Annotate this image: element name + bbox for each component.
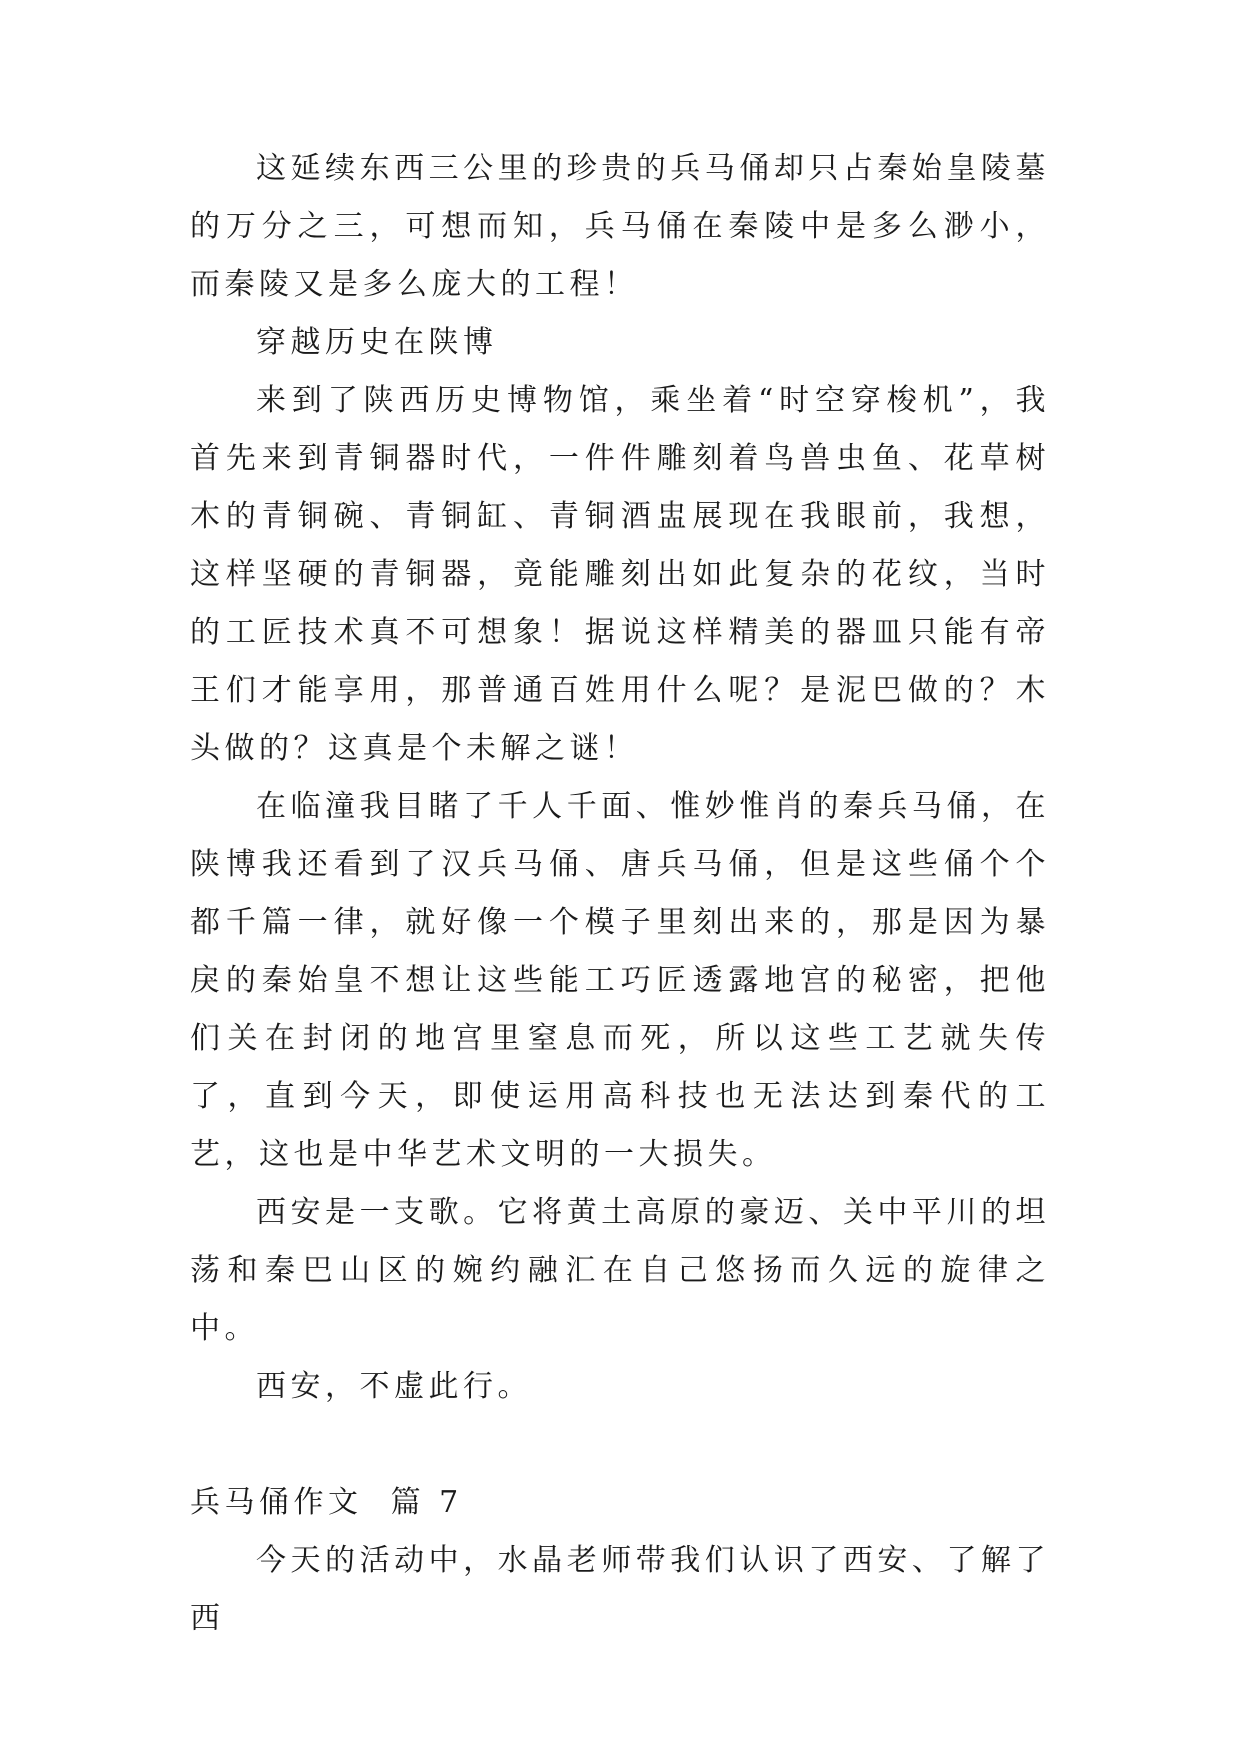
- subheading-shaanxi-museum: 穿越历史在陕博: [256, 325, 498, 360]
- document-body: [190, 140, 1050, 1648]
- paragraph-tomb-scale: 这延续东西三公里的珍贵的兵马俑却只占秦始皇陵墓的万分之三，可想而知，兵马俑在秦陵中是多么渺小，而秦陵又是多么庞大的工程！: [190, 151, 1050, 302]
- paragraph-closing: 西安，不虚此行。: [256, 1369, 532, 1404]
- paragraph-section-7-start: 今天的活动中，水晶老师带我们认识了西安、了解了西: [190, 1543, 1050, 1636]
- paragraph-xian-song: 西安是一支歌。它将黄土高原的豪迈、关中平川的坦荡和秦巴山区的婉约融汇在自己悠扬而久远的旋律之中。: [190, 1195, 1050, 1346]
- section-gap: [190, 1416, 1050, 1474]
- section-heading: 兵马俑作文 篇 7: [190, 1485, 463, 1520]
- paragraph-bronze-age: 来到了陕西历史博物馆，乘坐着“时空穿梭机”，我首先来到青铜器时代，一件件雕刻着鸟兽虫鱼、花草树木的青铜碗、青铜缸、青铜酒盅展现在我眼前，我想，这样坚硬的青铜器，竟能雕刻出如此复杂的花纹，当时的工匠技术真不可想象！据说这样精美的器皿只能有帝王们才能享用，那普通百姓用什么呢？是泥巴做的？木头做的？这真是个未解之谜！: [190, 383, 1050, 766]
- paragraph-terracotta-comparison: 在临潼我目睹了千人千面、惟妙惟肖的秦兵马俑，在陕博我还看到了汉兵马俑、唐兵马俑，但是这些俑个个都千篇一律，就好像一个模子里刻出来的，那是因为暴戾的秦始皇不想让这些能工巧匠透露地宫的秘密，把他们关在封闭的地宫里窒息而死，所以这些工艺就失传了，直到今天，即使运用高科技也无法达到秦代的工艺，这也是中华艺术文明的一大损失。: [190, 789, 1050, 1172]
